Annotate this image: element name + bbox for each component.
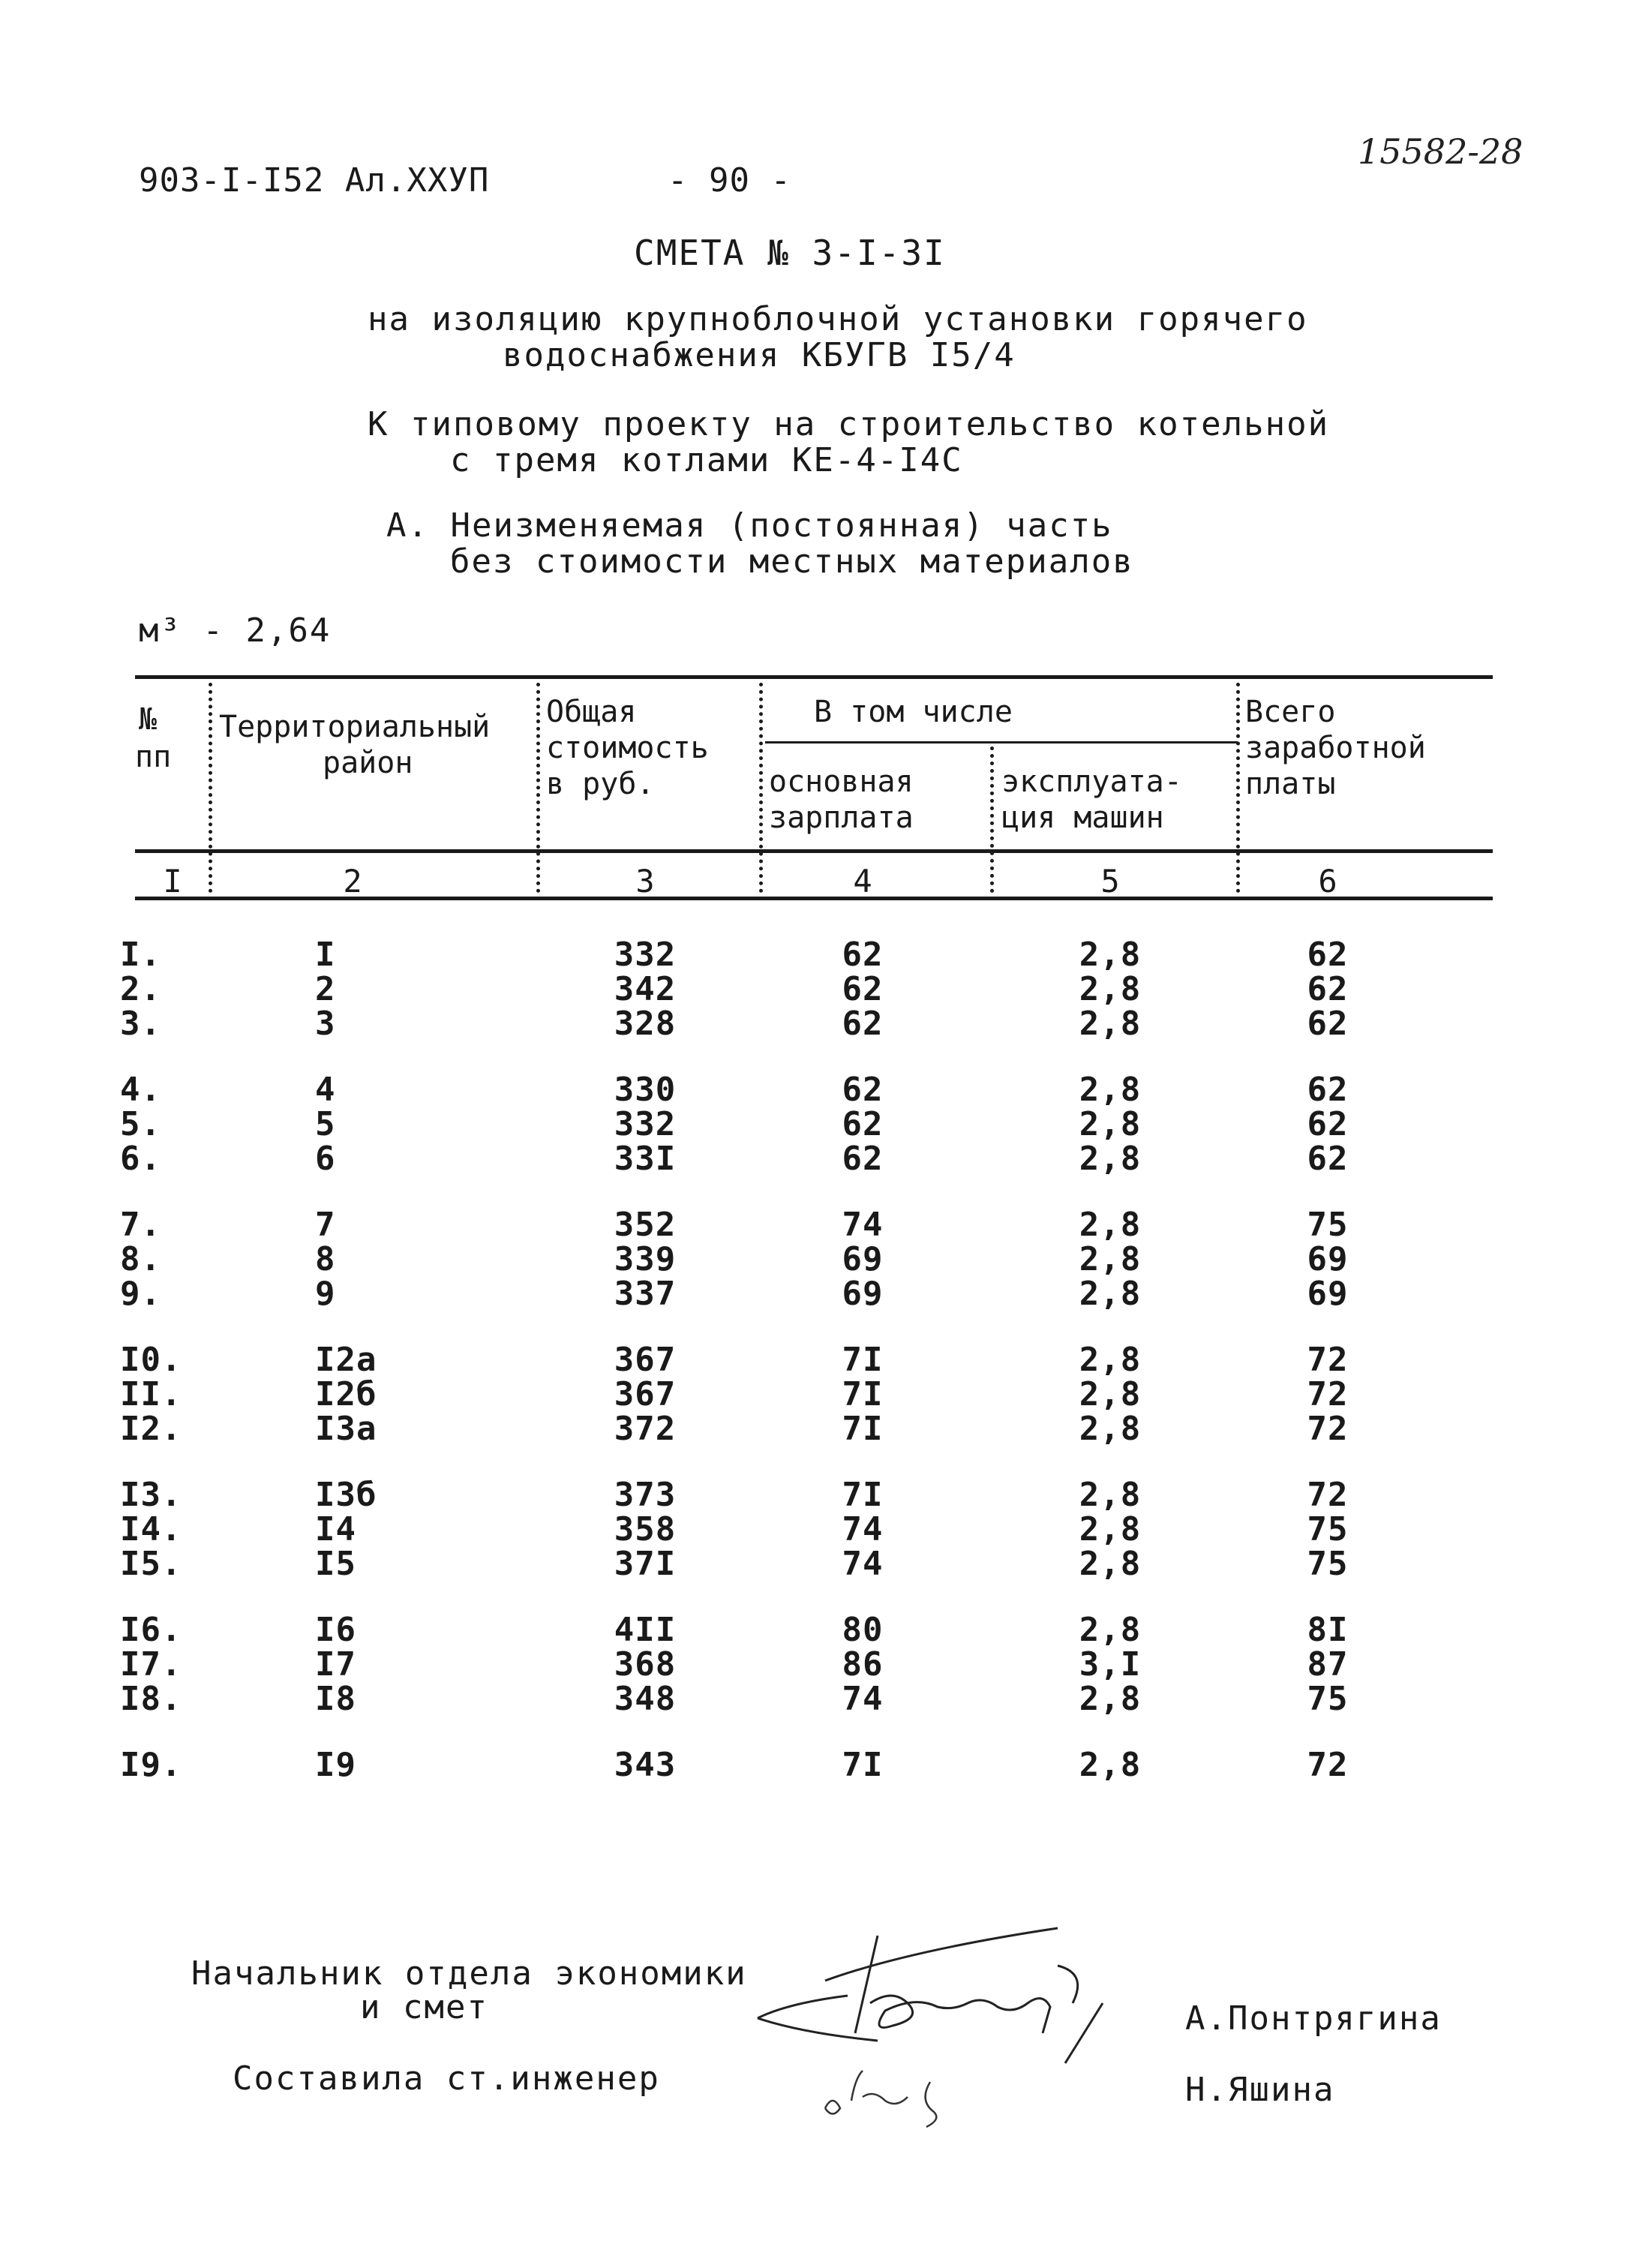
part-title-line-1: А. Неизменяемая (постоянная) часть bbox=[386, 506, 1113, 545]
table-row bbox=[0, 972, 1639, 1007]
cell-total-wages: 87 bbox=[1307, 1645, 1349, 1684]
table-row bbox=[0, 1343, 1639, 1377]
table-row bbox=[0, 1208, 1639, 1242]
cell-row-number: I2. bbox=[120, 1410, 182, 1448]
estimate-title: СМЕТА № 3-I-3I bbox=[634, 233, 946, 273]
cell-region: I9 bbox=[315, 1746, 356, 1784]
cell-machine-operation: 2,8 bbox=[1079, 1240, 1142, 1278]
document-code: 903-I-I52 Ал.XXУП bbox=[139, 161, 490, 200]
cell-region: I3б bbox=[315, 1476, 377, 1514]
cell-total-wages: 75 bbox=[1307, 1680, 1349, 1718]
subtitle-line-4: с тремя котлами КЕ-4-I4С bbox=[450, 441, 963, 479]
signatory-role-1b: и смет bbox=[360, 1988, 488, 2026]
cell-region: I2б bbox=[315, 1375, 377, 1413]
table-row bbox=[0, 1412, 1639, 1446]
cell-region: I6 bbox=[315, 1611, 356, 1649]
cell-machine-operation: 2,8 bbox=[1079, 1140, 1142, 1178]
cell-total-wages: 62 bbox=[1307, 1005, 1349, 1043]
header-basic-salary-2: зарплата bbox=[769, 801, 914, 835]
header-total-wages-2: заработной bbox=[1245, 731, 1426, 765]
cell-total-cost: 368 bbox=[614, 1645, 677, 1684]
signatory-role-2: Составила ст.инженер bbox=[233, 2059, 660, 2098]
cell-basic-salary: 74 bbox=[842, 1510, 884, 1549]
table-row bbox=[0, 1613, 1639, 1648]
cell-region: I bbox=[315, 936, 336, 974]
cell-basic-salary: 86 bbox=[842, 1645, 884, 1684]
cell-row-number: 4. bbox=[120, 1071, 161, 1109]
cell-basic-salary: 69 bbox=[842, 1240, 884, 1278]
column-number: 5 bbox=[1100, 863, 1120, 900]
cell-total-cost: 373 bbox=[614, 1476, 677, 1514]
cell-region: 2 bbox=[315, 970, 336, 1008]
cell-basic-salary: 7I bbox=[842, 1341, 884, 1379]
cell-basic-salary: 62 bbox=[842, 1140, 884, 1178]
cell-total-wages: 8I bbox=[1307, 1611, 1349, 1649]
signatory-role-1: Начальник отдела экономики bbox=[191, 1954, 747, 1993]
cell-basic-salary: 7I bbox=[842, 1476, 884, 1514]
page-number: - 90 - bbox=[668, 161, 791, 200]
cell-machine-operation: 2,8 bbox=[1079, 1105, 1142, 1143]
cell-row-number: I0. bbox=[120, 1341, 182, 1379]
cell-machine-operation: 3,I bbox=[1079, 1645, 1142, 1684]
cell-total-wages: 62 bbox=[1307, 970, 1349, 1008]
cell-region: 8 bbox=[315, 1240, 336, 1278]
cell-machine-operation: 2,8 bbox=[1079, 1071, 1142, 1109]
cell-row-number: 5. bbox=[120, 1105, 161, 1143]
cell-basic-salary: 74 bbox=[842, 1680, 884, 1718]
cell-machine-operation: 2,8 bbox=[1079, 1746, 1142, 1784]
header-including: В том числе bbox=[814, 695, 1013, 729]
header-no: № bbox=[139, 702, 158, 737]
cell-total-cost: 348 bbox=[614, 1680, 677, 1718]
cell-total-cost: 342 bbox=[614, 970, 677, 1008]
cell-total-cost: 37I bbox=[614, 1545, 677, 1583]
cell-total-cost: 4II bbox=[614, 1611, 677, 1649]
signatory-name-2: Н.Яшина bbox=[1185, 2071, 1335, 2109]
header-region-2: район bbox=[323, 746, 413, 780]
cell-total-wages: 62 bbox=[1307, 1140, 1349, 1178]
cell-total-cost: 332 bbox=[614, 1105, 677, 1143]
cell-machine-operation: 2,8 bbox=[1079, 1341, 1142, 1379]
cell-total-wages: 69 bbox=[1307, 1240, 1349, 1278]
cell-total-cost: 358 bbox=[614, 1510, 677, 1549]
cell-region: 5 bbox=[315, 1105, 336, 1143]
cell-machine-operation: 2,8 bbox=[1079, 1510, 1142, 1549]
cell-row-number: I4. bbox=[120, 1510, 182, 1549]
cell-region: I5 bbox=[315, 1545, 356, 1583]
header-total-cost-2: стоимость bbox=[546, 731, 709, 765]
cell-row-number: 2. bbox=[120, 970, 161, 1008]
subtitle-line-3: К типовому проекту на строительство котельной bbox=[368, 405, 1330, 443]
signature-1 bbox=[743, 1921, 1163, 2146]
header-total-wages: Всего bbox=[1245, 695, 1336, 729]
cell-basic-salary: 74 bbox=[842, 1545, 884, 1583]
cell-basic-salary: 7I bbox=[842, 1410, 884, 1448]
cell-basic-salary: 62 bbox=[842, 970, 884, 1008]
cell-total-cost: 328 bbox=[614, 1005, 677, 1043]
table-row bbox=[0, 1748, 1639, 1783]
cell-machine-operation: 2,8 bbox=[1079, 970, 1142, 1008]
cell-total-cost: 352 bbox=[614, 1206, 677, 1244]
header-machine-operation-2: ция машин bbox=[1001, 801, 1164, 835]
cell-basic-salary: 80 bbox=[842, 1611, 884, 1649]
cell-total-cost: 372 bbox=[614, 1410, 677, 1448]
table-row bbox=[0, 1242, 1639, 1277]
cell-basic-salary: 62 bbox=[842, 1071, 884, 1109]
column-number: 6 bbox=[1318, 863, 1337, 900]
subtitle-line-2: водоснабжения КБУГВ I5/4 bbox=[503, 336, 1016, 374]
cell-basic-salary: 7I bbox=[842, 1746, 884, 1784]
cell-total-wages: 72 bbox=[1307, 1410, 1349, 1448]
table-row bbox=[0, 1107, 1639, 1142]
cell-total-wages: 62 bbox=[1307, 1105, 1349, 1143]
cell-row-number: I. bbox=[120, 936, 161, 974]
cell-total-wages: 62 bbox=[1307, 1071, 1349, 1109]
cell-machine-operation: 2,8 bbox=[1079, 1410, 1142, 1448]
cell-row-number: 8. bbox=[120, 1240, 161, 1278]
cell-machine-operation: 2,8 bbox=[1079, 1375, 1142, 1413]
cell-region: I3а bbox=[315, 1410, 377, 1448]
cell-row-number: 7. bbox=[120, 1206, 161, 1244]
cell-region: I4 bbox=[315, 1510, 356, 1549]
cell-total-cost: 33I bbox=[614, 1140, 677, 1178]
cell-total-cost: 332 bbox=[614, 936, 677, 974]
cell-basic-salary: 62 bbox=[842, 1005, 884, 1043]
cell-basic-salary: 7I bbox=[842, 1375, 884, 1413]
table-row bbox=[0, 1682, 1639, 1717]
cell-machine-operation: 2,8 bbox=[1079, 1206, 1142, 1244]
column-number: 3 bbox=[635, 863, 655, 900]
cell-row-number: I7. bbox=[120, 1645, 182, 1684]
cell-total-wages: 72 bbox=[1307, 1375, 1349, 1413]
cell-total-wages: 72 bbox=[1307, 1476, 1349, 1514]
column-number: 2 bbox=[343, 863, 362, 900]
cell-total-wages: 72 bbox=[1307, 1341, 1349, 1379]
cell-basic-salary: 69 bbox=[842, 1275, 884, 1313]
volume-label: м³ - 2,64 bbox=[139, 611, 332, 650]
table-row bbox=[0, 1277, 1639, 1311]
table-row bbox=[0, 1073, 1639, 1107]
cell-region: I7 bbox=[315, 1645, 356, 1684]
cell-machine-operation: 2,8 bbox=[1079, 1545, 1142, 1583]
cell-region: 6 bbox=[315, 1140, 336, 1178]
cell-total-cost: 367 bbox=[614, 1341, 677, 1379]
cell-row-number: I3. bbox=[120, 1476, 182, 1514]
table-row bbox=[0, 938, 1639, 972]
cell-machine-operation: 2,8 bbox=[1079, 1680, 1142, 1718]
column-number: 4 bbox=[853, 863, 872, 900]
part-title-line-2: без стоимости местных материалов bbox=[450, 542, 1134, 581]
cell-total-wages: 62 bbox=[1307, 936, 1349, 974]
header-no-2: пп bbox=[135, 740, 172, 774]
cell-row-number: I9. bbox=[120, 1746, 182, 1784]
cell-total-wages: 75 bbox=[1307, 1510, 1349, 1549]
cell-row-number: 3. bbox=[120, 1005, 161, 1043]
cell-region: I8 bbox=[315, 1680, 356, 1718]
cell-row-number: I8. bbox=[120, 1680, 182, 1718]
cell-region: 3 bbox=[315, 1005, 336, 1043]
cell-basic-salary: 62 bbox=[842, 936, 884, 974]
header-basic-salary: основная bbox=[769, 765, 914, 799]
subtitle-line-1: на изоляцию крупноблочной установки горячего bbox=[368, 300, 1308, 338]
table-row bbox=[0, 1547, 1639, 1582]
cell-total-cost: 339 bbox=[614, 1240, 677, 1278]
cell-machine-operation: 2,8 bbox=[1079, 936, 1142, 974]
cell-region: 4 bbox=[315, 1071, 336, 1109]
cell-region: 9 bbox=[315, 1275, 336, 1313]
header-total-wages-3: платы bbox=[1245, 767, 1336, 801]
cell-total-wages: 69 bbox=[1307, 1275, 1349, 1313]
cell-row-number: I5. bbox=[120, 1545, 182, 1583]
cell-basic-salary: 74 bbox=[842, 1206, 884, 1244]
cell-machine-operation: 2,8 bbox=[1079, 1275, 1142, 1313]
header-region: Территориальный bbox=[219, 710, 491, 744]
header-total-cost-3: в руб. bbox=[546, 767, 655, 801]
table-row bbox=[0, 1377, 1639, 1412]
cell-row-number: I6. bbox=[120, 1611, 182, 1649]
cell-machine-operation: 2,8 bbox=[1079, 1476, 1142, 1514]
cell-total-cost: 337 bbox=[614, 1275, 677, 1313]
header-total-cost: Общая bbox=[546, 695, 637, 729]
table-row bbox=[0, 1142, 1639, 1176]
cell-region: 7 bbox=[315, 1206, 336, 1244]
table-row bbox=[0, 1645, 1639, 1684]
cell-total-wages: 72 bbox=[1307, 1746, 1349, 1784]
column-number: I bbox=[163, 863, 182, 900]
cell-machine-operation: 2,8 bbox=[1079, 1005, 1142, 1043]
cell-total-wages: 75 bbox=[1307, 1545, 1349, 1583]
cell-machine-operation: 2,8 bbox=[1079, 1611, 1142, 1649]
table-row bbox=[0, 1007, 1639, 1041]
table-row bbox=[0, 1478, 1639, 1513]
cell-total-wages: 75 bbox=[1307, 1206, 1349, 1244]
cell-basic-salary: 62 bbox=[842, 1105, 884, 1143]
cell-row-number: 6. bbox=[120, 1140, 161, 1178]
cell-row-number: 9. bbox=[120, 1275, 161, 1313]
cell-total-cost: 367 bbox=[614, 1375, 677, 1413]
archive-number: 15582-28 bbox=[1358, 131, 1523, 172]
table-row bbox=[0, 1510, 1639, 1549]
cell-region: I2а bbox=[315, 1341, 377, 1379]
cell-row-number: II. bbox=[120, 1375, 182, 1413]
cell-total-cost: 343 bbox=[614, 1746, 677, 1784]
signatory-name-1: А.Понтрягина bbox=[1185, 1999, 1442, 2038]
cell-total-cost: 330 bbox=[614, 1071, 677, 1109]
header-machine-operation: эксплуата- bbox=[1001, 765, 1182, 799]
